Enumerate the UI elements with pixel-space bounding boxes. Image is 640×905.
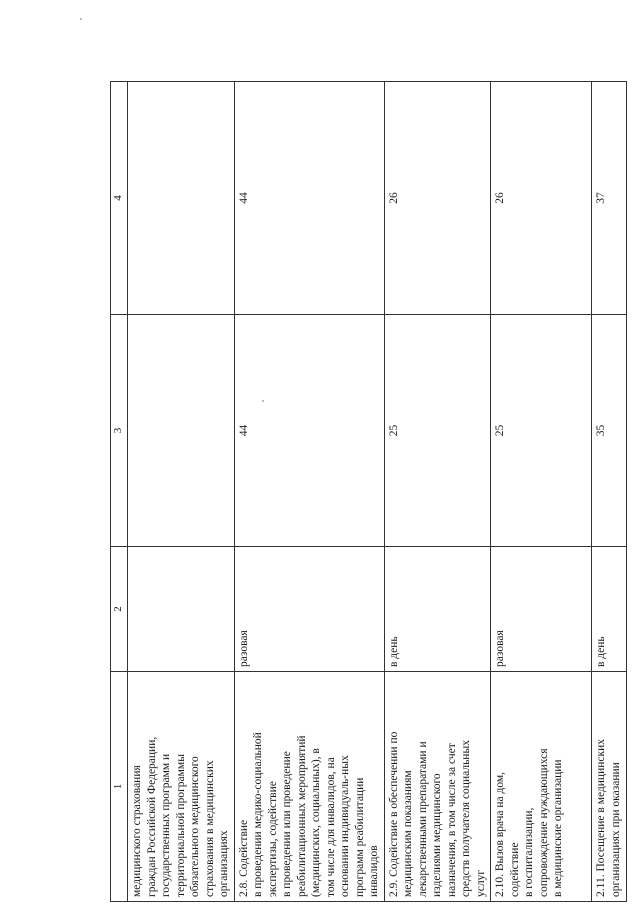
header-cell: 3: [111, 315, 128, 547]
table-row: [384, 82, 491, 902]
service-name-cell: 2.9. Содействие в обеспечении по медицинским показаниям лекарственными препаратами и изделиями медицинского назначения, в том числе за счет средств получателя социальных услуг: [384, 672, 491, 902]
table-row: [128, 82, 235, 902]
services-table: [110, 81, 627, 902]
service-name-cell: 2.11. Посещение в медицинских организациях при оказании: [592, 672, 627, 902]
value-cell: [128, 82, 235, 315]
value-cell: 26: [384, 82, 491, 315]
rotated-table-frame: [110, 82, 622, 902]
unit-cell: разовая: [234, 547, 384, 672]
scan-speck: [80, 18, 82, 20]
value-cell: 35: [592, 315, 627, 547]
value-cell: 44: [234, 315, 384, 547]
value-cell: 25: [384, 315, 491, 547]
unit-cell: в день: [592, 547, 627, 672]
header-cell: 1: [111, 672, 128, 902]
table-row: [592, 82, 627, 902]
unit-cell: в день: [384, 547, 491, 672]
table-row: [234, 82, 384, 902]
table-header-row: [111, 82, 128, 902]
value-cell: 25: [491, 315, 592, 547]
service-name-cell: медицинского страхования граждан Российской Федерации, государственных программ и территориальной программы обязательного медицинского страхования в медицинских организациях: [128, 672, 235, 902]
service-name-cell: 2.8. Содействие в проведении медико-социальной экспертизы, содействие в проведении или проведение реабилитационных мероприятий (медицинских, социальных), в том числе для инвалидов, на основании индивидуаль-ных программ реабилитации инвалидов: [234, 672, 384, 902]
value-cell: 26: [491, 82, 592, 315]
service-name-cell: 2.10. Вызов врача на дом, содействие в госпитализации, сопровождение нуждающихся в медицинские организации: [491, 672, 592, 902]
value-cell: 44: [234, 82, 384, 315]
value-cell: [128, 315, 235, 547]
header-cell: 2: [111, 547, 128, 672]
unit-cell: разовая: [491, 547, 592, 672]
unit-cell: [128, 547, 235, 672]
value-cell: 37: [592, 82, 627, 315]
header-cell: 4: [111, 82, 128, 315]
table-row: [491, 82, 592, 902]
